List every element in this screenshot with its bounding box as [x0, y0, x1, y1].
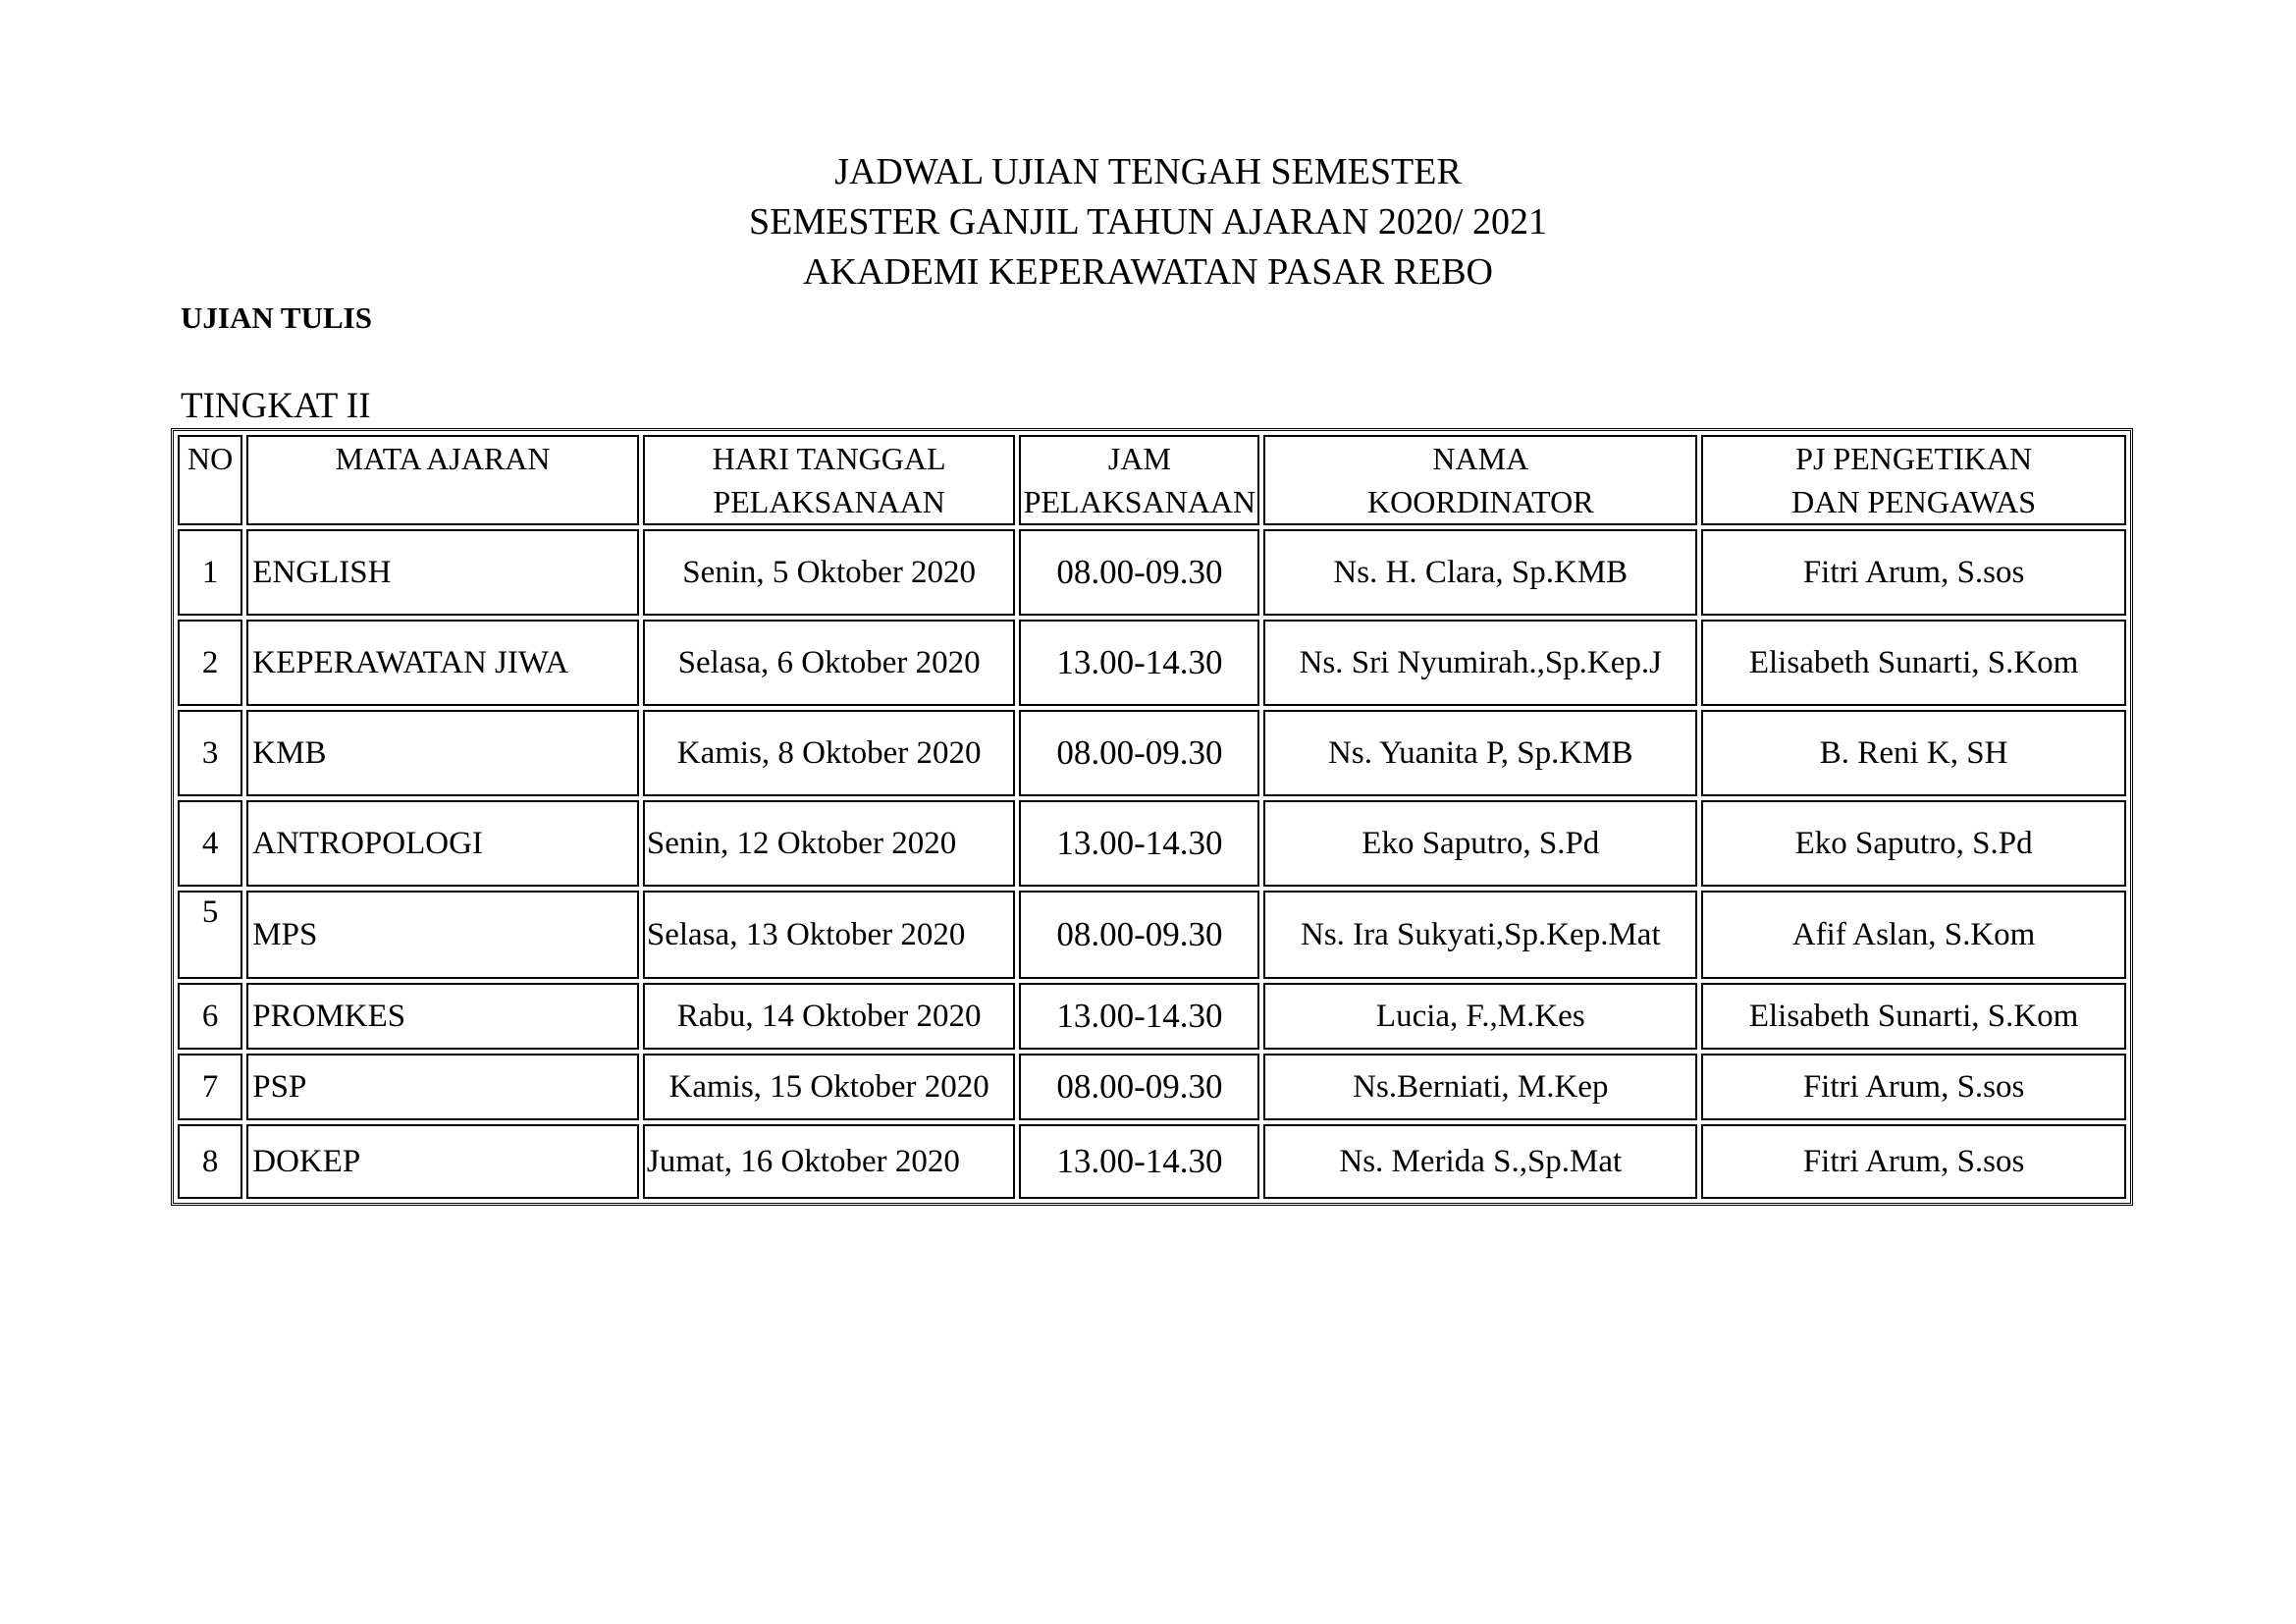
- cell-coordinator: Ns. Sri Nyumirah.,Sp.Kep.J: [1263, 620, 1697, 706]
- level-label: TINGKAT II: [181, 386, 371, 426]
- cell-time: 08.00-09.30: [1019, 710, 1259, 796]
- title-line-2: SEMESTER GANJIL TAHUN AJARAN 2020/ 2021: [749, 201, 1547, 243]
- table-row: [178, 891, 2126, 979]
- table-row: [178, 620, 2126, 706]
- header-date: HARI TANGGAL PELAKSANAAN: [643, 435, 1016, 525]
- cell-date: Kamis, 15 Oktober 2020: [643, 1054, 1016, 1120]
- cell-no: 2: [178, 620, 242, 706]
- cell-date: Selasa, 6 Oktober 2020: [643, 620, 1016, 706]
- cell-coordinator: Ns. Ira Sukyati,Sp.Kep.Mat: [1263, 891, 1697, 979]
- header-proctor: PJ PENGETIKAN DAN PENGAWAS: [1701, 435, 2126, 525]
- cell-time: 08.00-09.30: [1019, 891, 1259, 979]
- cell-no: 3: [178, 710, 242, 796]
- title-line-1: JADWAL UJIAN TENGAH SEMESTER: [834, 151, 1462, 192]
- cell-subject: ENGLISH: [246, 529, 639, 616]
- cell-proctor: Eko Saputro, S.Pd: [1701, 800, 2126, 887]
- cell-subject: PROMKES: [246, 983, 639, 1050]
- cell-time: 13.00-14.30: [1019, 983, 1259, 1050]
- cell-proctor: Elisabeth Sunarti, S.Kom: [1701, 983, 2126, 1050]
- table-row: [178, 800, 2126, 887]
- header-time: JAM PELAKSANAAN: [1019, 435, 1259, 525]
- cell-subject: DOKEP: [246, 1124, 639, 1199]
- cell-proctor: Elisabeth Sunarti, S.Kom: [1701, 620, 2126, 706]
- table-header-row: [178, 435, 2126, 525]
- cell-no: 1: [178, 529, 242, 616]
- cell-subject: PSP: [246, 1054, 639, 1120]
- cell-proctor: Fitri Arum, S.sos: [1701, 1054, 2126, 1120]
- cell-no: 7: [178, 1054, 242, 1120]
- cell-time: 08.00-09.30: [1019, 1054, 1259, 1120]
- cell-date: Rabu, 14 Oktober 2020: [643, 983, 1016, 1050]
- cell-date: Senin, 12 Oktober 2020: [643, 800, 1016, 887]
- cell-time: 08.00-09.30: [1019, 529, 1259, 616]
- section-label: UJIAN TULIS: [181, 300, 372, 335]
- cell-coordinator: Ns. H. Clara, Sp.KMB: [1263, 529, 1697, 616]
- cell-date: Jumat, 16 Oktober 2020: [643, 1124, 1016, 1199]
- cell-date: Selasa, 13 Oktober 2020: [643, 891, 1016, 979]
- header-no: NO: [178, 435, 242, 525]
- cell-proctor: Fitri Arum, S.sos: [1701, 529, 2126, 616]
- cell-coordinator: Ns. Yuanita P, Sp.KMB: [1263, 710, 1697, 796]
- cell-proctor: Fitri Arum, S.sos: [1701, 1124, 2126, 1199]
- cell-coordinator: Lucia, F.,M.Kes: [1263, 983, 1697, 1050]
- schedule-table: [171, 428, 2133, 1206]
- cell-proctor: B. Reni K, SH: [1701, 710, 2126, 796]
- title-line-3: AKADEMI KEPERAWATAN PASAR REBO: [803, 251, 1493, 293]
- cell-time: 13.00-14.30: [1019, 800, 1259, 887]
- cell-subject: MPS: [246, 891, 639, 979]
- header-coordinator: NAMA KOORDINATOR: [1263, 435, 1697, 525]
- table-row: [178, 1054, 2126, 1120]
- cell-no: 8: [178, 1124, 242, 1199]
- cell-subject: KEPERAWATAN JIWA: [246, 620, 639, 706]
- cell-date: Senin, 5 Oktober 2020: [643, 529, 1016, 616]
- table-row: [178, 529, 2126, 616]
- cell-no: 5: [178, 891, 242, 979]
- table-row: [178, 1124, 2126, 1199]
- cell-time: 13.00-14.30: [1019, 1124, 1259, 1199]
- cell-no: 4: [178, 800, 242, 887]
- cell-time: 13.00-14.30: [1019, 620, 1259, 706]
- cell-coordinator: Ns. Merida S.,Sp.Mat: [1263, 1124, 1697, 1199]
- table-row: [178, 983, 2126, 1050]
- cell-proctor: Afif Aslan, S.Kom: [1701, 891, 2126, 979]
- cell-coordinator: Eko Saputro, S.Pd: [1263, 800, 1697, 887]
- cell-subject: KMB: [246, 710, 639, 796]
- cell-coordinator: Ns.Berniati, M.Kep: [1263, 1054, 1697, 1120]
- cell-date: Kamis, 8 Oktober 2020: [643, 710, 1016, 796]
- document-title: [0, 147, 2296, 298]
- cell-no: 6: [178, 983, 242, 1050]
- cell-subject: ANTROPOLOGI: [246, 800, 639, 887]
- header-subject: MATA AJARAN: [246, 435, 639, 525]
- table-row: [178, 710, 2126, 796]
